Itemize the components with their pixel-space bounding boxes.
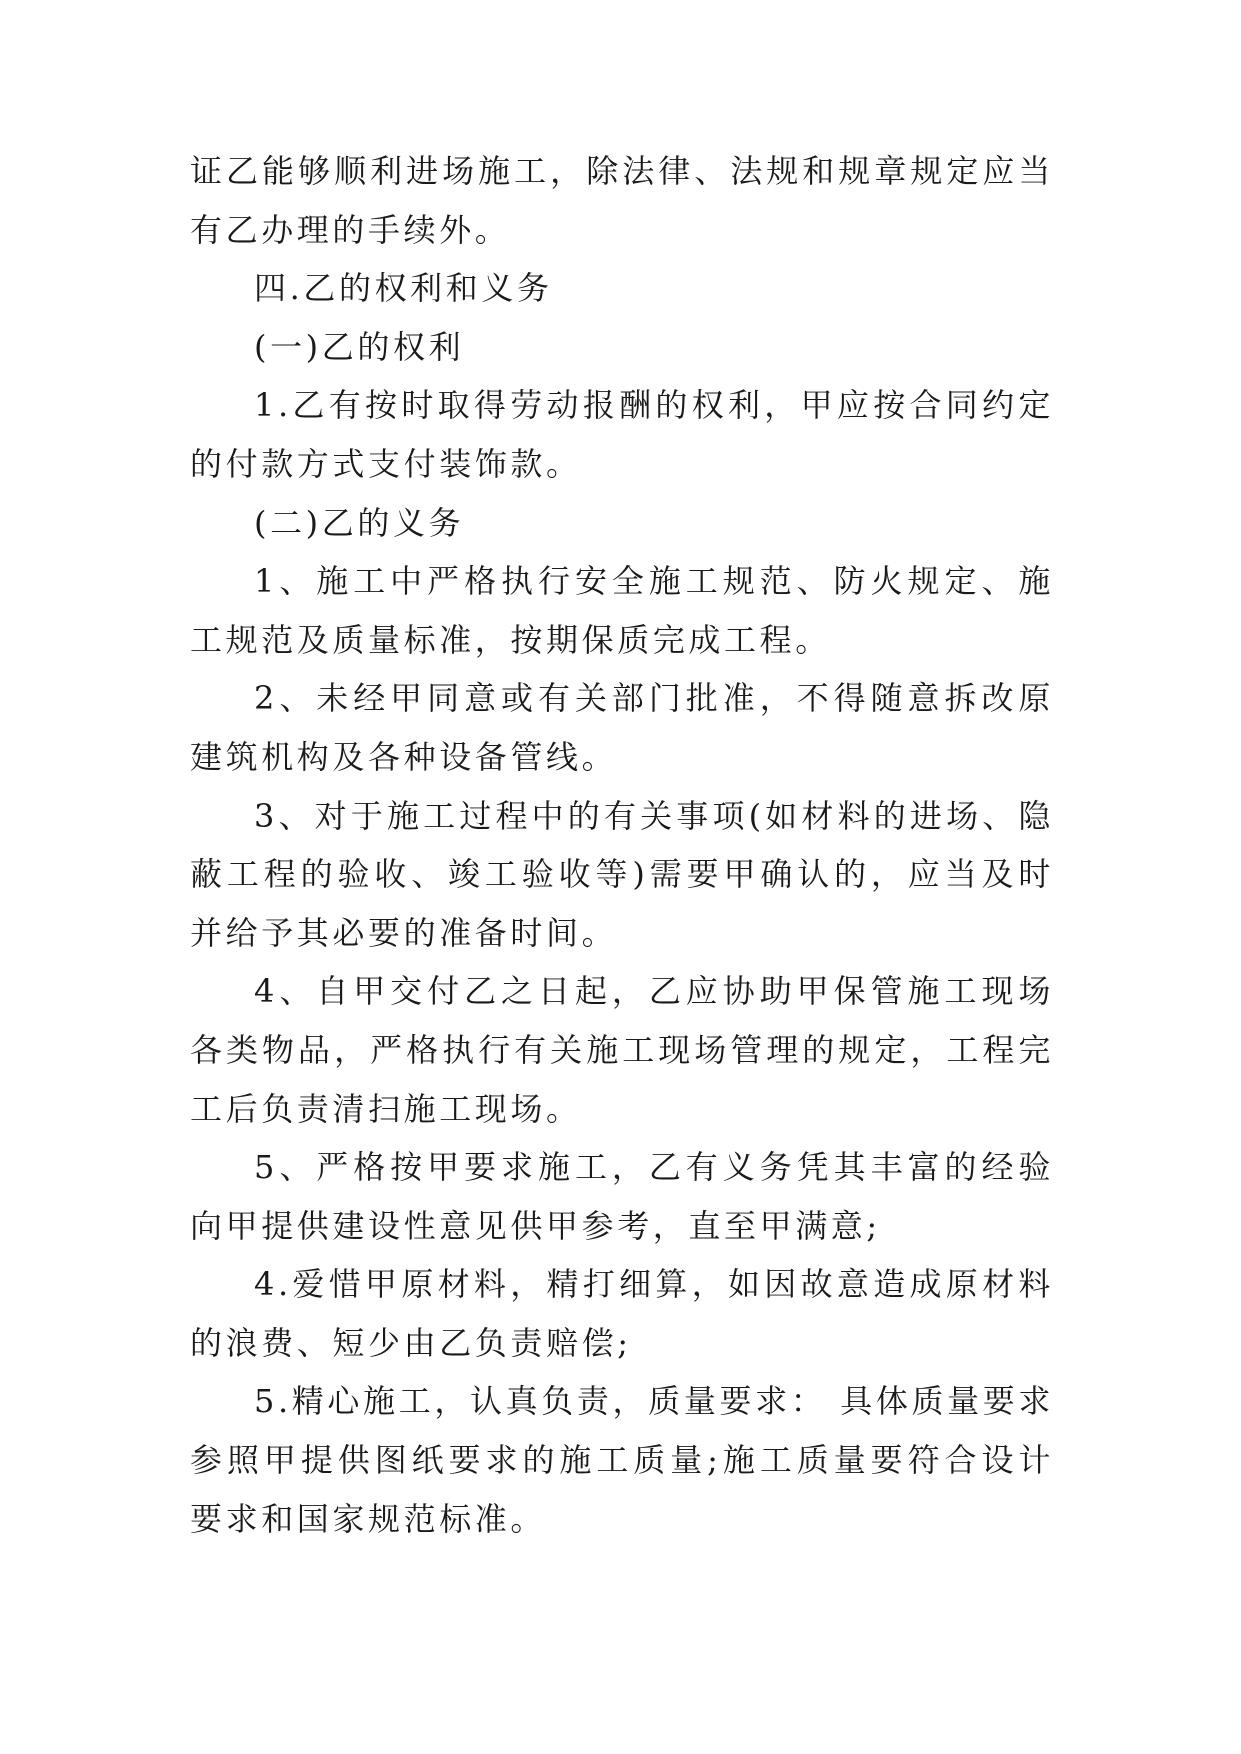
section-heading-4: 四.乙的权利和义务 <box>254 269 553 308</box>
paragraph-rights-1: 1.乙有按时取得劳动报酬的权利，甲应按合同约定的付款方式支付装饰款。 <box>190 386 1054 483</box>
paragraph-obligation-2: 2、未经甲同意或有关部门批准，不得随意拆改原建筑机构及各种设备管线。 <box>190 679 1054 776</box>
paragraph-obligation-4b: 4.爱惜甲原材料，精打细算，如因故意造成原材料的浪费、短少由乙负责赔偿; <box>190 1265 1054 1362</box>
subsection-heading-rights: (一)乙的权利 <box>254 327 465 366</box>
paragraph-obligation-4: 4、自甲交付乙之日起，乙应协助甲保管施工现场各类物品，严格执行有关施工现场管理的规定，工程完工后负责清扫施工现场。 <box>190 972 1054 1128</box>
paragraph-continuation: 证乙能够顺利进场施工，除法律、法规和规章规定应当有乙办理的手续外。 <box>190 152 1054 249</box>
subsection-heading-obligations: (二)乙的义务 <box>254 503 465 542</box>
paragraph-obligation-5: 5、严格按甲要求施工，乙有义务凭其丰富的经验向甲提供建设性意见供甲参考，直至甲满意; <box>190 1148 1054 1245</box>
document-body <box>190 142 1054 1548</box>
paragraph-obligation-3: 3、对于施工过程中的有关事项(如材料的进场、隐蔽工程的验收、竣工验收等)需要甲确认的，应当及时并给予其必要的准备时间。 <box>190 796 1054 952</box>
paragraph-obligation-5b: 5.精心施工，认真负责，质量要求： 具体质量要求参照甲提供图纸要求的施工质量;施工质量要符合设计要求和国家规范标准。 <box>190 1382 1054 1538</box>
paragraph-obligation-1: 1、施工中严格执行安全施工规范、防火规定、施工规范及质量标准，按期保质完成工程。 <box>190 562 1054 659</box>
